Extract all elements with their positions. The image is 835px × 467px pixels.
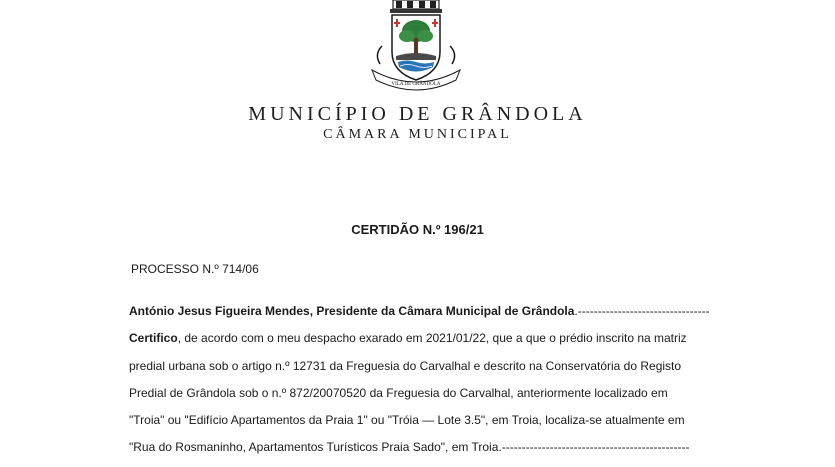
president-name: António Jesus Figueira Mendes, Presidente da Câmara Municipal de Grândola	[129, 304, 575, 318]
body-line-6: "Rua do Rosmaninho, Apartamentos Turísticos Praia Sado", em Troia.-----------------------------------------------	[129, 440, 690, 455]
body-line-1: António Jesus Figueira Mendes, Presidente da Câmara Municipal de Grândola.---------------------------------	[129, 304, 710, 318]
municipal-coat-of-arms	[360, 0, 472, 92]
chamber-name: CÂMARA MUNICIPAL	[323, 127, 512, 142]
certificate-body	[129, 298, 759, 462]
body-line-2: Certifico, de acordo com o meu despacho exarado em 2021/01/22, que a que o prédio inscrito na matriz	[129, 331, 687, 346]
certify-word: Certifico	[129, 331, 178, 346]
body-line-4: Predial de Grândola sob o n.º 872/20070520 da Freguesia do Carvalhal, anteriormente localizado em	[129, 385, 668, 400]
process-number: PROCESSO N.º 714/06	[131, 262, 259, 276]
municipality-name: MUNICÍPIO DE GRÂNDOLA	[248, 103, 587, 125]
certificate-title: CERTIDÃO N.º 196/21	[351, 222, 484, 237]
body-line-5: "Troia" ou "Edifício Apartamentos da Praia 1" ou "Tróia — Lote 3.5", em Troia, localiza-se atualmente em	[129, 413, 685, 428]
coat-of-arms-icon	[360, 0, 472, 92]
crest-motto: VILA DE GRÂNDOLA	[391, 82, 441, 87]
body-line-3: predial urbana sob o artigo n.º 12731 da Freguesia do Carvalhal e descrito na Conservatória do Registo	[129, 358, 682, 373]
